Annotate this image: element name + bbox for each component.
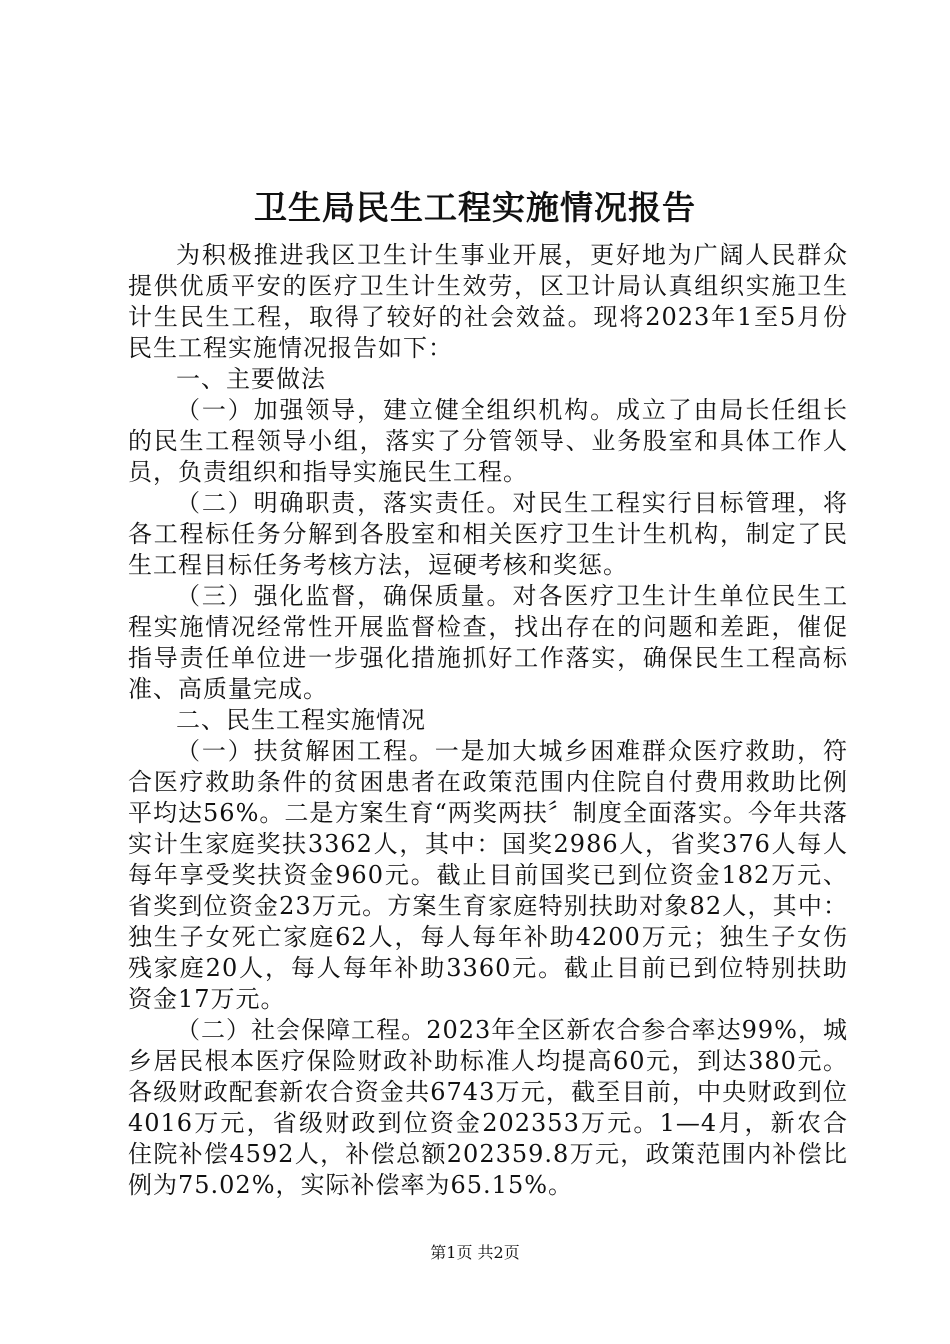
document-title: 卫生局民生工程实施情况报告 xyxy=(254,188,696,227)
intro-paragraph: 为积极推进我区卫生计生事业开展，更好地为广阔人民群众提供优质平安的医疗卫生计生效劳，区卫计局认真组织实施卫生计生民生工程，取得了较好的社会效益。现将2023年1至5月份民生工程实施情况报告如下： xyxy=(128,241,848,362)
page-footer: 第1页 共2页 xyxy=(430,1243,520,1262)
document-body xyxy=(128,240,848,1201)
paragraph-supervision: （三）强化监督，确保质量。对各医疗卫生计生单位民生工程实施情况经常性开展监督检查，找出存在的问题和差距，催促指导责任单位进一步强化措施抓好工作落实，确保民生工程高标准、高质量完成。 xyxy=(128,582,848,703)
paragraph-leadership: （一）加强领导，建立健全组织机构。成立了由局长任组长的民生工程领导小组，落实了分管领导、业务股室和具体工作人员，负责组织和指导实施民生工程。 xyxy=(128,396,848,486)
section-heading-implementation: 二、民生工程实施情况 xyxy=(176,706,426,734)
section-heading-main-approach: 一、主要做法 xyxy=(176,365,326,393)
paragraph-poverty-relief: （一）扶贫解困工程。一是加大城乡困难群众医疗救助，符合医疗救助条件的贫困患者在政策范围内住院自付费用救助比例平均达56%。二是方案生育“两奖两扶〞制度全面落实。今年共落实计生家庭奖扶3362人，其中：国奖2986人，省奖376人每人每年享受奖扶资金960元。截止目前国奖已到位资金182万元、省奖到位资金23万元。方案生育家庭特别扶助对象82人，其中：独生子女死亡家庭62人，每人每年补助4200万元；独生子女伤残家庭20人，每人每年补助3360元。截止目前已到位特别扶助资金17万元。 xyxy=(128,737,848,1013)
paragraph-responsibility: （二）明确职责，落实责任。对民生工程实行目标管理，将各工程标任务分解到各股室和相关医疗卫生计生机构，制定了民生工程目标任务考核方法，逗硬考核和奖惩。 xyxy=(128,489,848,579)
paragraph-social-security: （二）社会保障工程。2023年全区新农合参合率达99%，城乡居民根本医疗保险财政补助标准人均提高60元，到达380元。各级财政配套新农合资金共6743万元，截至目前，中央财政到位4016万元，省级财政到位资金202353万元。1—4月，新农合住院补偿4592人，补偿总额202359.8万元，政策范围内补偿比例为75.02%，实际补偿率为65.15%。 xyxy=(128,1016,848,1199)
